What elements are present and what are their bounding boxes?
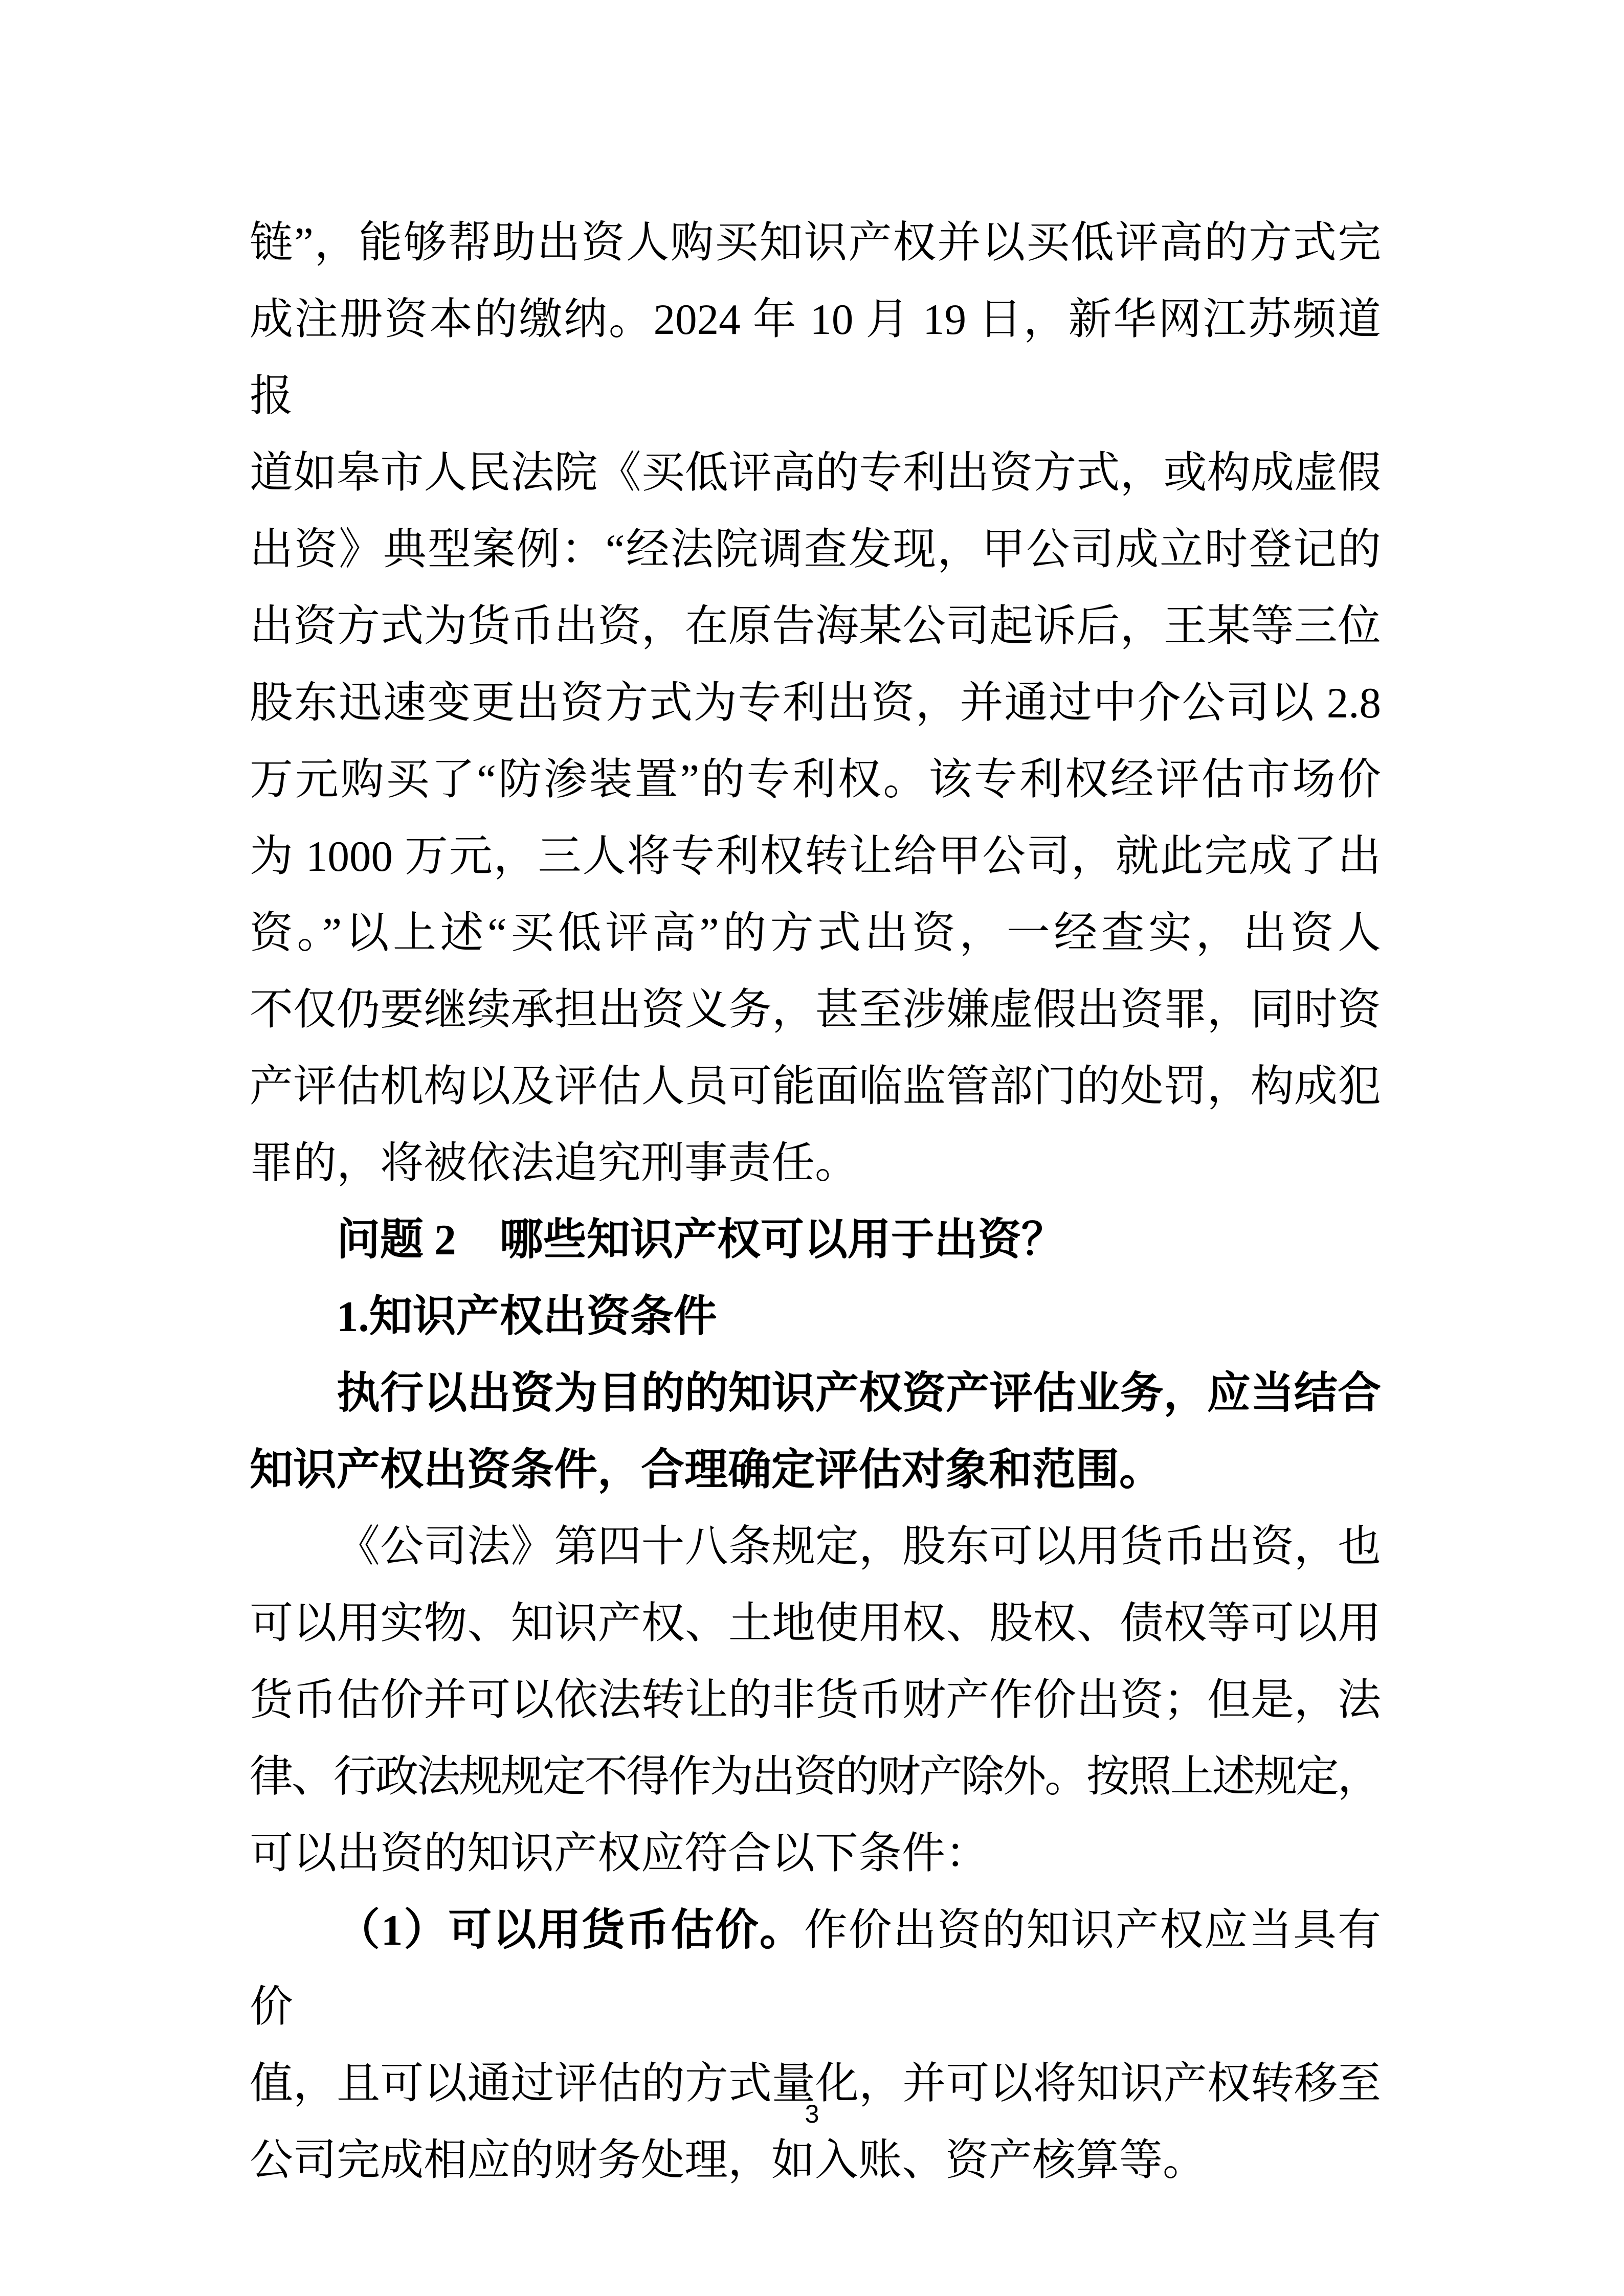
text-line: 《公司法》第四十八条规定，股东可以用货币出资，也 xyxy=(337,1523,1381,1571)
text-line: 万元购买了“防渗装置”的专利权。该专利权经评估市场价 xyxy=(250,756,1381,804)
condition-1-line xyxy=(250,1892,1381,2045)
text-line: 链”，能够帮助出资人购买知识产权并以买低评高的方式完 xyxy=(250,219,1381,267)
text-line: 公司完成相应的财务处理，如入账、资产核算等。 xyxy=(250,2136,1207,2185)
text-line: 为 1000 万元，三人将专利权转让给甲公司，就此完成了出 xyxy=(250,832,1381,881)
text-line: 股东迅速变更出资方式为专利出资，并通过中介公司以 2.8 xyxy=(250,679,1381,727)
text-block xyxy=(250,205,1381,2199)
page-number: 3 xyxy=(805,2100,819,2128)
text-line: 出资》典型案例：“经法院调查发现，甲公司成立时登记的 xyxy=(250,526,1381,574)
page-footer xyxy=(0,2100,1624,2128)
text-line: 货币估价并可以依法转让的非货币财产作价出资；但是，法 xyxy=(250,1676,1381,1724)
heading-question-2: 问题 2 哪些知识产权可以用于出资？ xyxy=(337,1216,1065,1264)
heading-ip-contribution-conditions: 1.知识产权出资条件 xyxy=(337,1293,717,1341)
text-line: 不仅仍要继续承担出资义务，甚至涉嫌虚假出资罪，同时资 xyxy=(250,986,1381,1034)
text-line: 知识产权出资条件，合理确定评估对象和范围。 xyxy=(250,1446,1163,1494)
text-line: 出资方式为货币出资，在原告海某公司起诉后，王某等三位 xyxy=(250,602,1381,650)
text-line: 罪的，将被依法追究刑事责任。 xyxy=(250,1139,859,1187)
text-line: 可以用实物、知识产权、土地使用权、股权、债权等可以用 xyxy=(250,1600,1381,1648)
text-line: 产评估机构以及评估人员可能面临监管部门的处罚，构成犯 xyxy=(250,1063,1381,1111)
text-line: 资。”以上述“买低评高”的方式出资，一经查实，出资人 xyxy=(250,909,1381,957)
text-line: 执行以出资为目的的知识产权资产评估业务，应当结合 xyxy=(337,1369,1381,1417)
text-line: 成注册资本的缴纳。2024 年 10 月 19 日，新华网江苏频道报 xyxy=(250,296,1381,420)
text-line: 律、行政法规规定不得作为出资的财产除外。按照上述规定， xyxy=(250,1753,1380,1801)
text-line: 可以出资的知识产权应符合以下条件： xyxy=(250,1830,989,1878)
text-line: 道如皋市人民法院《买低评高的专利出资方式，或构成虚假 xyxy=(250,449,1381,497)
condition-1-lead: （1）可以用货币估价。 xyxy=(337,1906,804,1954)
condition-1-rest: 作价出资的知识产权应当具有价 xyxy=(250,1906,1381,2031)
text-line: 值，且可以通过评估的方式量化，并可以将知识产权转移至 xyxy=(250,2060,1381,2108)
